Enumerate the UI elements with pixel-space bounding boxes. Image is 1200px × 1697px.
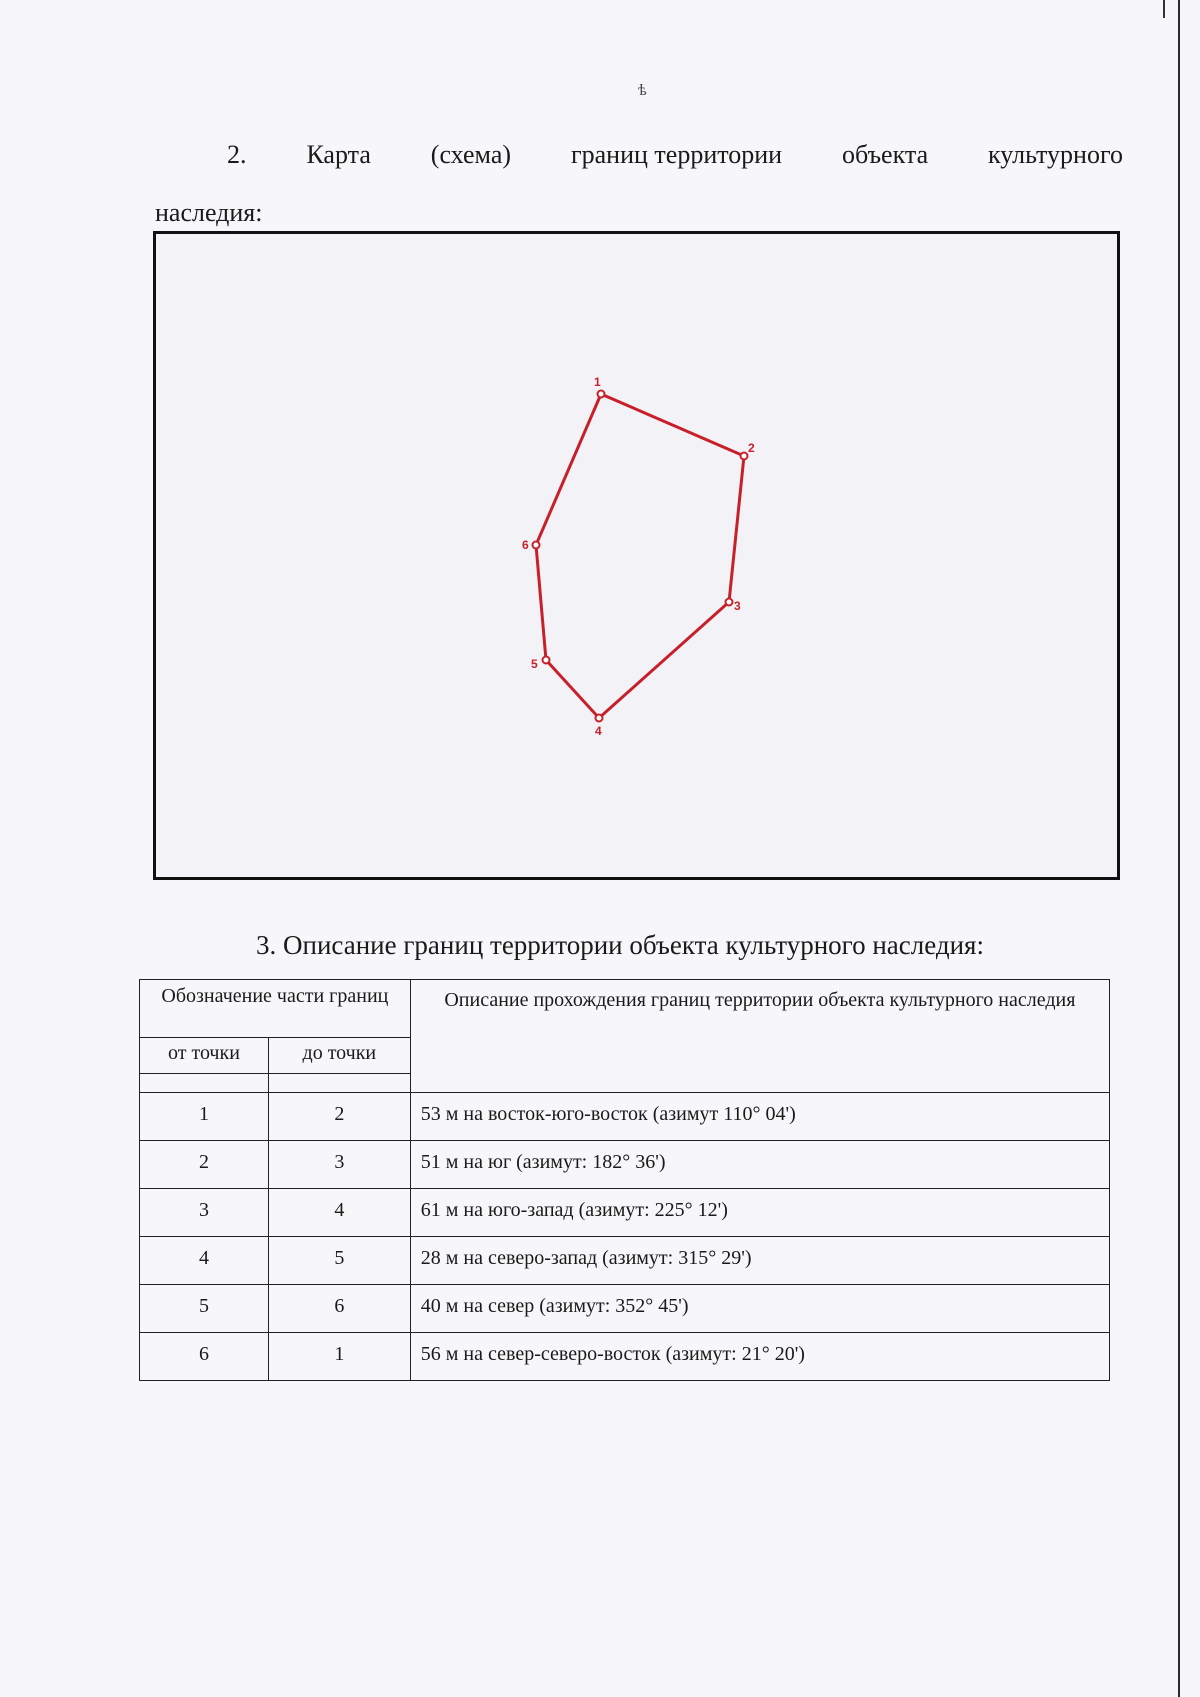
table-row xyxy=(140,1189,1110,1237)
boundary-map xyxy=(153,231,1120,880)
boundary-point-1 xyxy=(594,375,605,398)
boundary-point-4 xyxy=(595,715,603,739)
segment-description: 40 м на север (азимут: 352° 45') xyxy=(410,1285,1109,1333)
header-from-point: от точки xyxy=(140,1038,269,1074)
to-point: 3 xyxy=(268,1141,410,1189)
from-point: 1 xyxy=(140,1093,269,1141)
to-point: 5 xyxy=(268,1237,410,1285)
point-label: 2 xyxy=(748,441,755,455)
point-label: 6 xyxy=(522,538,529,552)
point-label: 5 xyxy=(531,657,538,671)
boundary-point-3 xyxy=(726,599,742,614)
segment-description: 56 м на север-северо-восток (азимут: 21° 20') xyxy=(410,1333,1109,1381)
section-2-heading xyxy=(155,126,1123,242)
from-point: 4 xyxy=(140,1237,269,1285)
page-edge-tick xyxy=(1163,0,1165,18)
header-to-point: до точки xyxy=(268,1038,410,1074)
section-2-word: культурного xyxy=(988,140,1123,169)
point-label: 4 xyxy=(595,724,602,738)
section-2-word: границ территории xyxy=(570,140,783,169)
from-point: 2 xyxy=(140,1141,269,1189)
table-row xyxy=(140,1237,1110,1285)
to-point: 4 xyxy=(268,1189,410,1237)
boundary-point-2 xyxy=(741,441,756,460)
segment-description: 53 м на восток-юго-восток (азимут 110° 04') xyxy=(410,1093,1109,1141)
to-point: 2 xyxy=(268,1093,410,1141)
section-2-word: Карта xyxy=(306,140,371,169)
header-boundary-part: Обозначение части границ xyxy=(140,980,411,1038)
table-row xyxy=(140,1093,1110,1141)
boundary-point-5 xyxy=(531,657,550,672)
header-gap xyxy=(140,1074,269,1093)
table-row xyxy=(140,1285,1110,1333)
segment-description: 61 м на юго-запад (азимут: 225° 12') xyxy=(410,1189,1109,1237)
segment-description: 51 м на юг (азимут: 182° 36') xyxy=(410,1141,1109,1189)
section-2-number: 2. xyxy=(227,140,247,169)
boundary-map-svg xyxy=(156,234,1117,877)
header-gap xyxy=(268,1074,410,1093)
from-point: 3 xyxy=(140,1189,269,1237)
table-row xyxy=(140,1141,1110,1189)
section-2-word: объекта xyxy=(842,140,929,169)
table-row xyxy=(140,1333,1110,1381)
to-point: 1 xyxy=(268,1333,410,1381)
page-edge xyxy=(1178,0,1180,1697)
boundary-description-table xyxy=(139,979,1110,1381)
header-description: Описание прохождения границ территории объекта культурного наследия xyxy=(410,980,1109,1093)
section-2-word: (схема) xyxy=(430,140,512,169)
segment-description: 28 м на северо-запад (азимут: 315° 29') xyxy=(410,1237,1109,1285)
boundary-polygon xyxy=(536,394,744,718)
point-label: 1 xyxy=(594,375,601,389)
page-mark: ѣ xyxy=(638,82,647,99)
from-point: 6 xyxy=(140,1333,269,1381)
from-point: 5 xyxy=(140,1285,269,1333)
section-2-line-2: наследия: xyxy=(155,198,263,227)
section-3-heading: 3. Описание границ территории объекта культурного наследия: xyxy=(256,930,984,960)
to-point: 6 xyxy=(268,1285,410,1333)
point-label: 3 xyxy=(734,599,741,613)
